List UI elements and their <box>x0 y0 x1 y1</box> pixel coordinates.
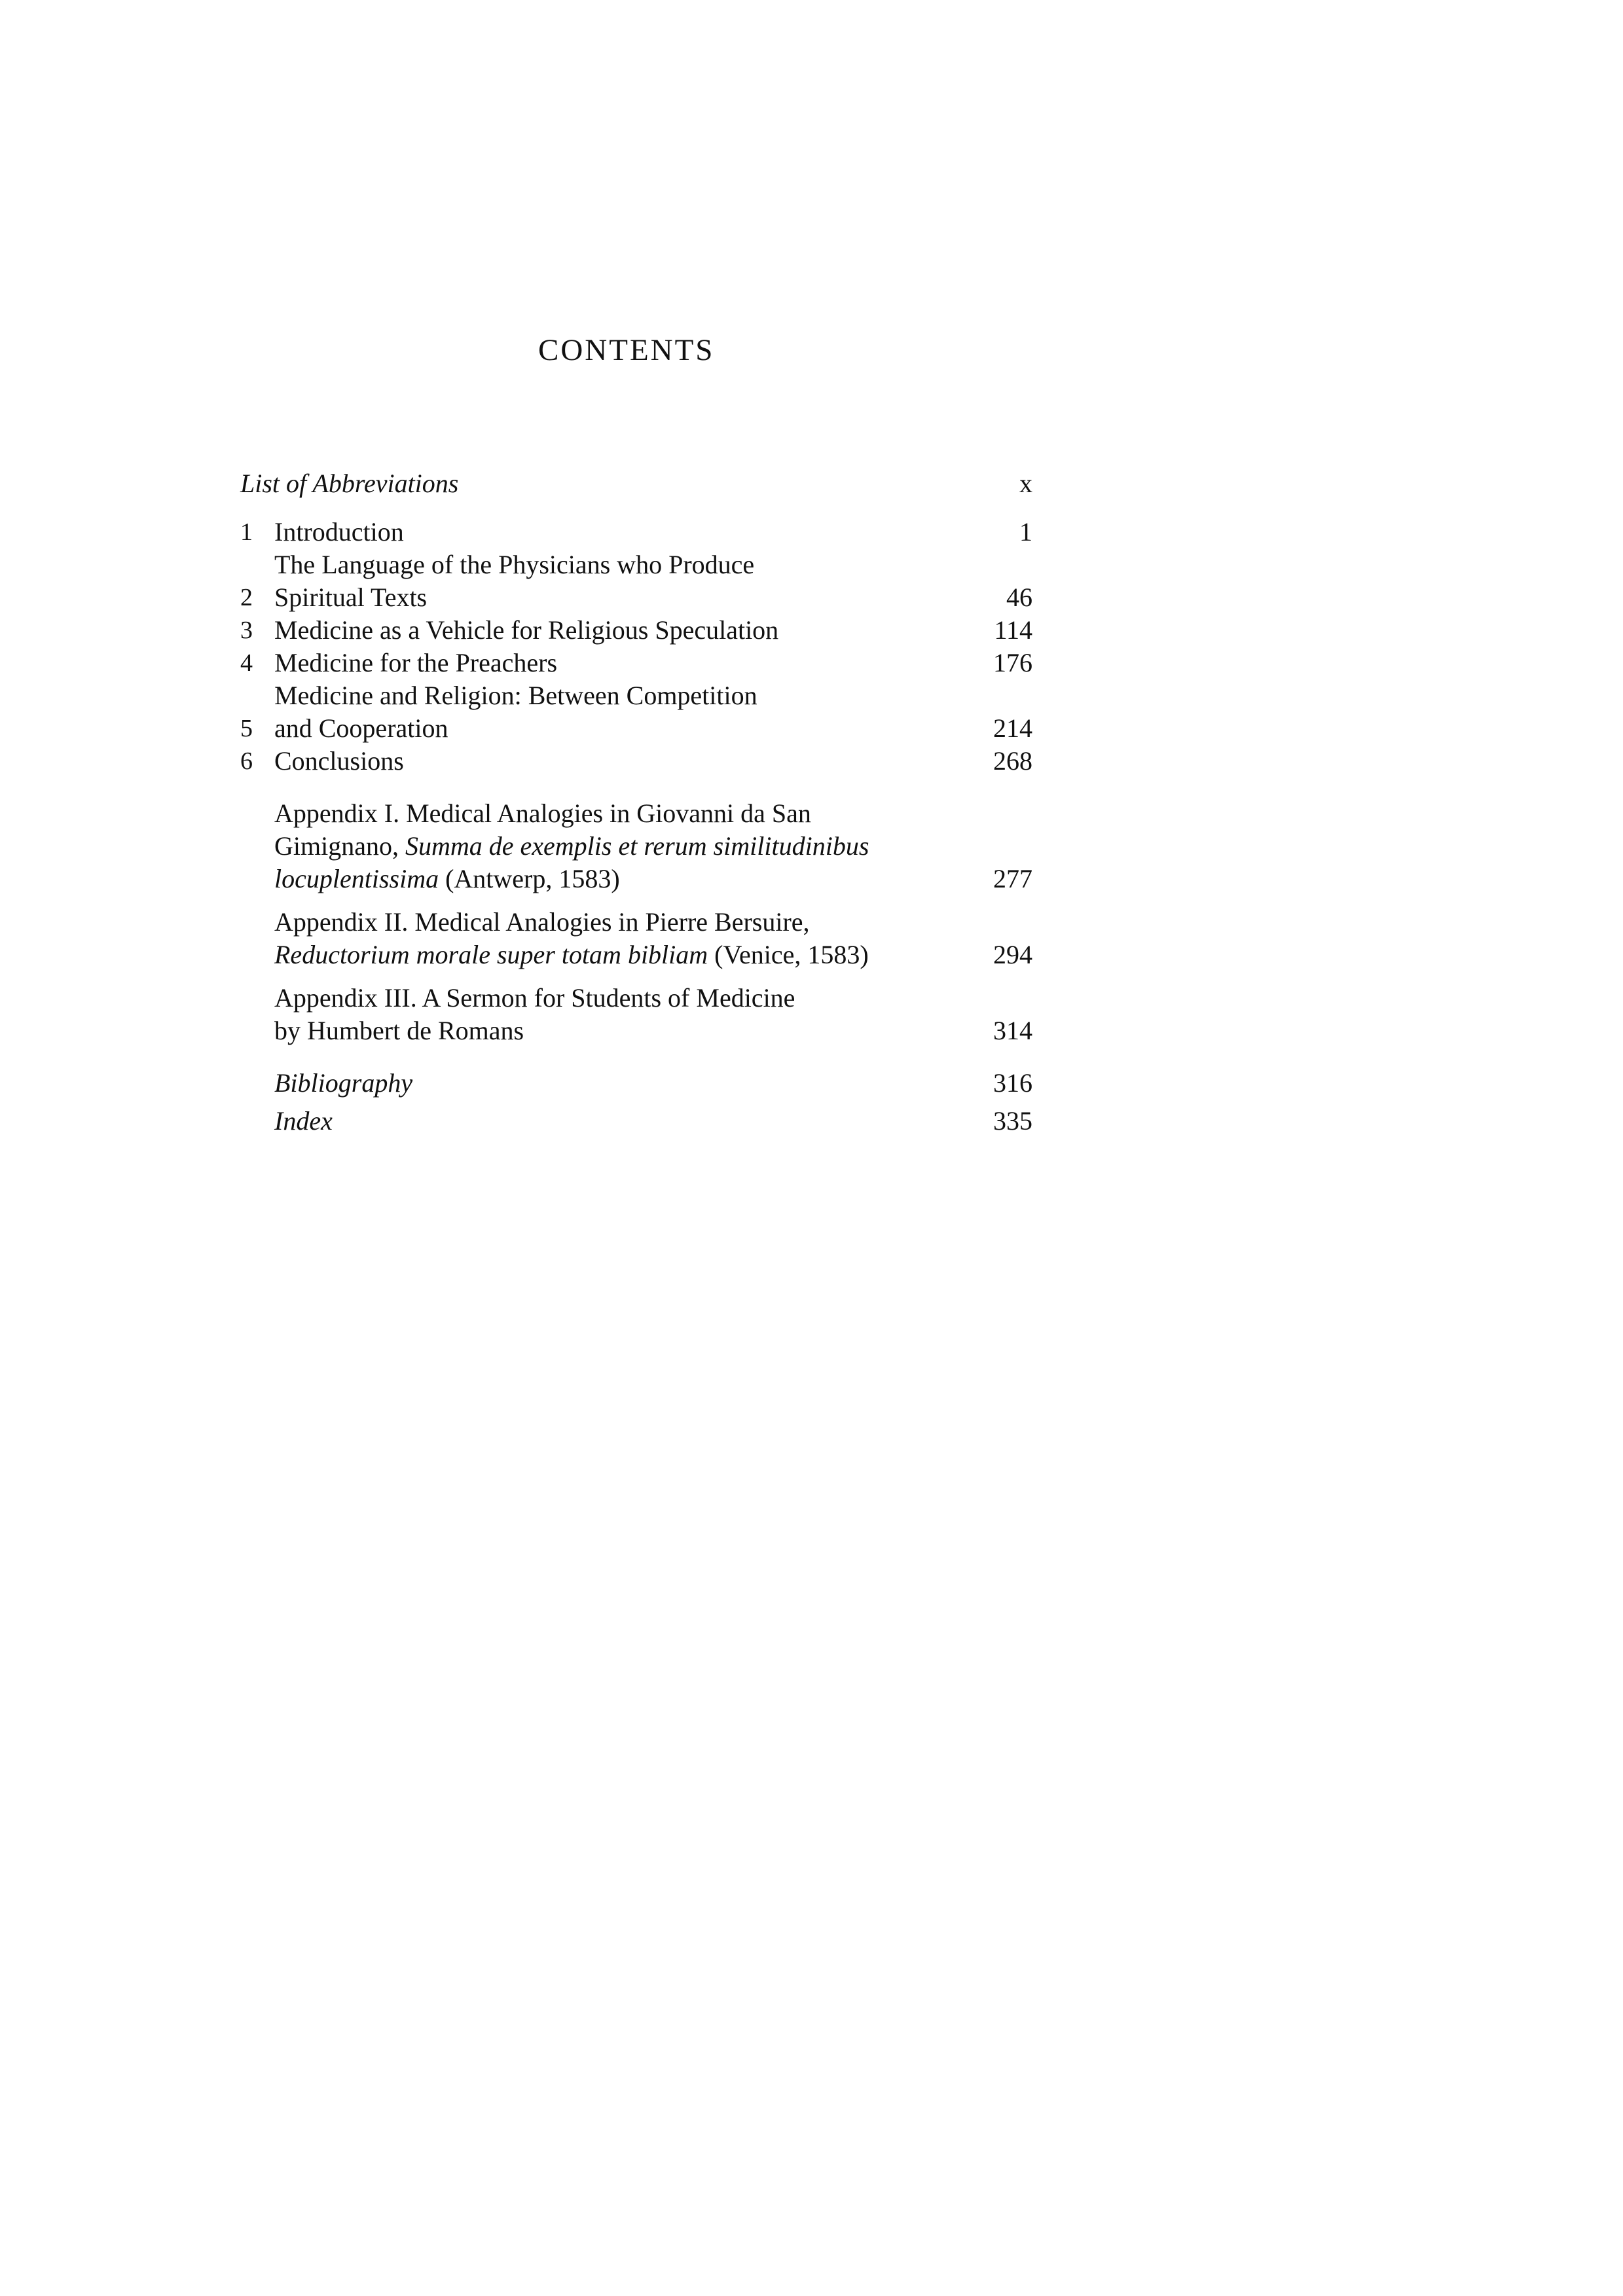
toc-title-text: (Antwerp, 1583) <box>439 864 620 893</box>
toc-entry-title: Medicine for the Preachers <box>274 648 558 677</box>
toc-entry-chapter-3 <box>240 614 1032 647</box>
toc-title-italic-text: Summa de exemplis et rerum similitudinibus <box>405 831 869 861</box>
chapter-number: 5 <box>240 715 253 742</box>
toc-entry-title-line <box>274 863 954 895</box>
toc-entry-title-line: Appendix II. Medical Analogies in Pierre Bersuire, <box>274 907 810 937</box>
toc-entry-title: List of Abbreviations <box>240 469 459 498</box>
toc-entry-page: 268 <box>993 746 1032 776</box>
toc-entry-page: x <box>1019 469 1032 498</box>
toc-title-italic-text: Reductorium morale super totam bibliam <box>274 940 708 969</box>
toc-entry-page: 114 <box>994 615 1032 645</box>
chapter-number: 6 <box>240 747 253 775</box>
toc-entry-title: Introduction <box>274 517 404 547</box>
toc-entry-title-line: Appendix III. A Sermon for Students of Medicine <box>274 983 795 1013</box>
chapter-number: 3 <box>240 617 253 644</box>
toc-entry-index <box>240 1105 1032 1138</box>
toc-entry-title-line <box>274 830 954 863</box>
toc-entry-title-line: by Humbert de Romans <box>274 1016 524 1045</box>
toc-entry-page: 46 <box>1006 583 1032 612</box>
toc-entry-title <box>240 982 954 1047</box>
toc-entry-chapter-1 <box>240 516 1032 548</box>
toc-entry-title: Bibliography <box>274 1068 413 1098</box>
toc-entry-page: 277 <box>993 864 1032 893</box>
toc-entry-page: 176 <box>993 648 1032 677</box>
toc-entry-title-line <box>274 939 954 971</box>
toc-entry-title-line: and Cooperation <box>274 713 448 743</box>
toc-entry-chapter-5 <box>240 679 1032 745</box>
toc-entry-chapter-2 <box>240 548 1032 614</box>
toc-entry-bibliography <box>240 1067 1032 1100</box>
toc-entry-title <box>274 548 954 614</box>
toc-entry-page: 314 <box>993 1016 1032 1045</box>
table-of-contents <box>240 467 1032 1138</box>
toc-entry-appendix-2 <box>240 906 1032 971</box>
toc-entry-appendix-1 <box>240 797 1032 895</box>
toc-entry-title-line: Spiritual Texts <box>274 583 428 612</box>
toc-title-italic-text: locuplentissima <box>274 864 439 893</box>
toc-entry-page: 1 <box>1019 517 1032 547</box>
chapter-number: 1 <box>240 518 253 546</box>
chapter-number: 4 <box>240 649 253 677</box>
toc-entry-appendix-3 <box>240 982 1032 1047</box>
toc-entry-chapter-4 <box>240 647 1032 679</box>
toc-entry-title-line: Appendix I. Medical Analogies in Giovanni da San <box>274 798 811 828</box>
toc-entry-title-line: Medicine and Religion: Between Competition <box>274 681 757 710</box>
toc-title-text: Gimignano, <box>274 831 405 861</box>
toc-entry-chapter-6 <box>240 745 1032 778</box>
toc-entry-title <box>274 679 954 745</box>
contents-heading-text: CONTENTS <box>538 333 715 367</box>
toc-entry-abbreviations <box>240 467 1032 500</box>
toc-entry-title: Conclusions <box>274 746 404 776</box>
toc-entry-page: 335 <box>993 1106 1032 1136</box>
toc-entry-page: 316 <box>993 1068 1032 1098</box>
toc-entry-title <box>240 906 954 971</box>
toc-entry-page: 214 <box>993 713 1032 743</box>
toc-entry-title: Index <box>274 1106 333 1136</box>
toc-entry-title-line: The Language of the Physicians who Produce <box>274 550 755 579</box>
toc-entry-page: 294 <box>993 940 1032 969</box>
toc-title-text: (Venice, 1583) <box>708 940 869 969</box>
toc-entry-title <box>240 797 954 895</box>
chapter-number: 2 <box>240 584 253 611</box>
toc-entry-title: Medicine as a Vehicle for Religious Speculation <box>274 615 779 645</box>
